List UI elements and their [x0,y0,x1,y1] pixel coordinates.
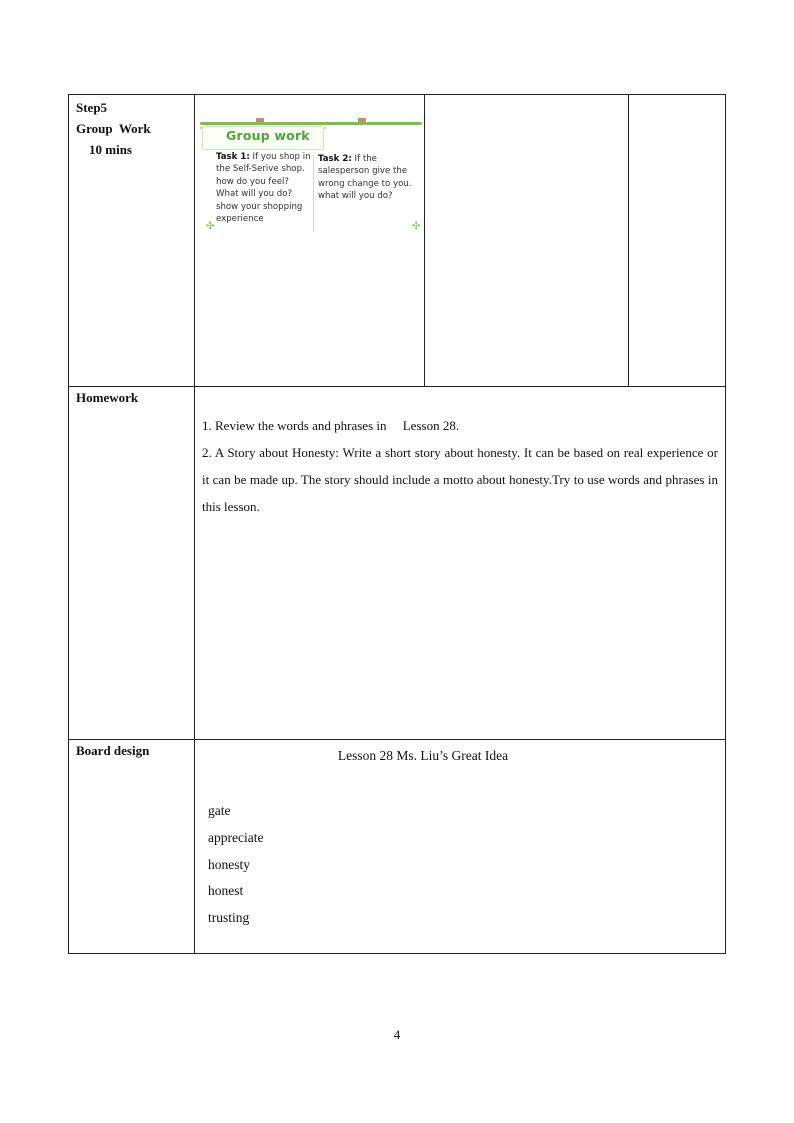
row-divider-2 [68,739,726,740]
task-1-text: If you shop in the Self-Serive shop. how do you feel? What will you do? show your shopping experience [216,152,311,225]
step5-label [76,97,151,160]
homework-item-1: 1. Review the words and phrases in Lesson 28. [202,418,460,433]
table-border-bottom [68,953,726,954]
task-2-label: Task 2: [318,154,352,164]
table-border-right [725,94,726,954]
plant-sprig-left-icon: ✣ [206,221,215,232]
homework-label: Homework [76,390,139,405]
homework-item-2: 2. A Story about Honesty: Write a short story about honesty. It can be based on real experience or it can be made up. The story should include a motto about honesty.Try to use words and phrases in this lesson. [202,445,718,514]
task-divider [313,154,314,232]
step5-activity: Group Work [76,121,151,136]
board-design-label: Board design [76,743,150,758]
task-1 [216,151,314,225]
board-word: trusting [208,910,250,926]
slide-header-bar [200,122,422,125]
step5-title: Step5 [76,100,108,115]
step5-duration: 10 mins [76,142,132,157]
page-number: 4 [393,1027,401,1042]
row-divider-1 [68,386,726,387]
table-border-left [68,94,69,954]
board-word: honest [208,883,244,899]
board-word: appreciate [208,829,264,845]
board-word-list [208,798,263,932]
column-divider-1 [194,94,195,954]
task-2-text: If the salesperson give the wrong change to you. what will you do? [318,154,412,202]
homework-content [202,412,718,520]
plant-sprig-right-icon: ✣ [412,221,421,232]
column-divider-3 [628,94,629,386]
task-2 [318,153,422,203]
board-title: Lesson 28 Ms. Liu’s Great Idea [337,748,509,763]
slide-title: Group work [226,128,310,143]
board-word: gate [208,803,231,818]
column-divider-2 [424,94,425,386]
board-word: honesty [208,856,250,872]
group-work-slide [200,118,424,242]
task-1-label: Task 1: [216,152,250,162]
